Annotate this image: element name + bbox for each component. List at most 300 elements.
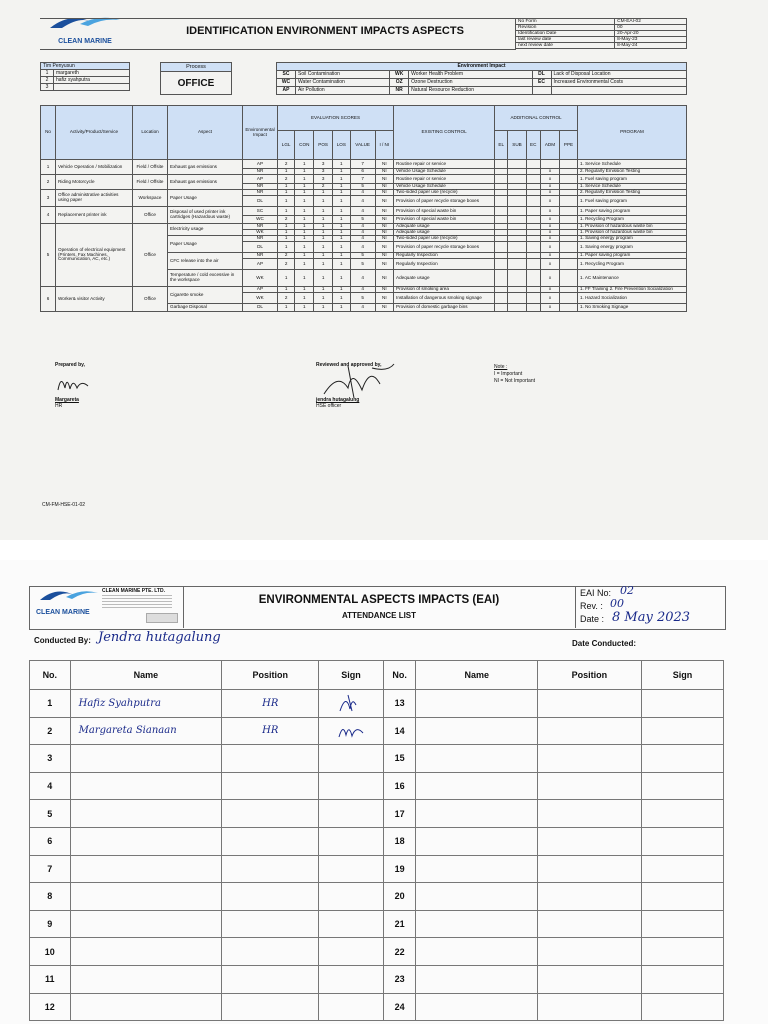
row-lgl: 2 bbox=[278, 293, 295, 304]
row-program: 1. Provision of hazardous waste bin bbox=[578, 224, 687, 230]
conducted-by-label: Conducted By: bbox=[34, 636, 91, 645]
team-no: 3 bbox=[41, 84, 54, 91]
row-pos: 1 bbox=[314, 216, 333, 224]
header-box bbox=[40, 18, 516, 50]
prepared-by-label: Prepared by, bbox=[55, 362, 85, 368]
att-name bbox=[416, 745, 537, 773]
env-impact-desc: Water Contamination bbox=[296, 79, 390, 87]
process-table bbox=[160, 62, 232, 95]
row-sub bbox=[508, 196, 526, 207]
col-value: VALUE bbox=[350, 131, 375, 160]
row-existing-control: Provision of paper recycle storage boxes bbox=[394, 196, 495, 207]
row-activity: Office administrative activities using paper bbox=[56, 190, 133, 207]
row-con: 1 bbox=[295, 169, 314, 175]
row-ini: NI bbox=[375, 175, 394, 184]
att-position bbox=[537, 993, 641, 1021]
row-el bbox=[495, 207, 508, 216]
row-lgl: 1 bbox=[278, 242, 295, 253]
row-adm: x bbox=[540, 216, 559, 224]
date-value: 8 May 2023 bbox=[612, 610, 691, 625]
attendance-row bbox=[30, 717, 724, 745]
col-activity: Activity/Product/Service bbox=[56, 106, 133, 160]
att-name bbox=[416, 855, 537, 883]
row-lgl: 2 bbox=[278, 253, 295, 259]
row-con: 1 bbox=[295, 196, 314, 207]
row-location: Office bbox=[133, 287, 168, 312]
att-sign bbox=[641, 745, 723, 773]
att-name bbox=[70, 855, 222, 883]
meta-value: 8-May-23 bbox=[615, 37, 687, 43]
row-pos: 1 bbox=[314, 242, 333, 253]
row-existing-control: Adequate usage bbox=[394, 270, 495, 287]
row-adm: x bbox=[540, 207, 559, 216]
row-program: 1. No Smoking Signage bbox=[578, 304, 687, 312]
att-no: 14 bbox=[383, 717, 416, 745]
att-col-name: Name bbox=[416, 661, 537, 690]
row-adm: x bbox=[540, 196, 559, 207]
att-col-no: No. bbox=[30, 661, 71, 690]
att-name bbox=[70, 965, 222, 993]
row-ec bbox=[526, 160, 540, 169]
company-name: CLEAN MARINE PTE. LTD. bbox=[102, 588, 165, 594]
row-pos: 3 bbox=[314, 160, 333, 169]
row-aspect: Garbage Disposal bbox=[168, 304, 243, 312]
row-existing-control: Adequate usage bbox=[394, 230, 495, 236]
col-program: PROGRAM bbox=[578, 106, 687, 160]
row-adm: x bbox=[540, 169, 559, 175]
att-position bbox=[222, 745, 319, 773]
row-location: Field / Offsite bbox=[133, 160, 168, 175]
row-ini: NI bbox=[375, 242, 394, 253]
row-ini: NI bbox=[375, 293, 394, 304]
row-location: Workspace bbox=[133, 190, 168, 207]
env-impact-code: DL bbox=[532, 71, 551, 79]
row-los: 1 bbox=[332, 230, 350, 236]
att-name bbox=[416, 800, 537, 828]
meta-label: Identification Date bbox=[516, 31, 615, 37]
col-location: Location bbox=[133, 106, 168, 160]
row-impact: NR bbox=[243, 236, 278, 242]
env-impact-row bbox=[277, 71, 687, 79]
att-name bbox=[416, 717, 537, 745]
col-los: LOS bbox=[332, 131, 350, 160]
row-ec bbox=[526, 270, 540, 287]
att-sign bbox=[319, 772, 383, 800]
row-program: 1. Service Schedule bbox=[578, 184, 687, 190]
row-ini: NI bbox=[375, 190, 394, 196]
att-name bbox=[416, 938, 537, 966]
rev-value: 00 bbox=[610, 597, 624, 610]
attendance-row bbox=[30, 993, 724, 1021]
row-existing-control: Provision of paper recycle storage boxes bbox=[394, 242, 495, 253]
row-con: 1 bbox=[295, 253, 314, 259]
row-ppe bbox=[560, 207, 578, 216]
row-adm: x bbox=[540, 224, 559, 230]
row-el bbox=[495, 216, 508, 224]
header-divider bbox=[575, 586, 576, 628]
signature-icon bbox=[336, 691, 366, 713]
row-val: 5 bbox=[350, 259, 375, 270]
row-existing-control: Vehicle Usage Schedule bbox=[394, 169, 495, 175]
row-ppe bbox=[560, 304, 578, 312]
att-no: 10 bbox=[30, 938, 71, 966]
row-adm: x bbox=[540, 287, 559, 293]
row-lgl: 2 bbox=[278, 259, 295, 270]
row-los: 1 bbox=[332, 169, 350, 175]
date-label: Date : bbox=[580, 614, 605, 624]
row-program: 1. Hazard Socialization bbox=[578, 293, 687, 304]
row-no: 6 bbox=[41, 287, 56, 312]
att-sign bbox=[319, 993, 383, 1021]
row-con: 1 bbox=[295, 184, 314, 190]
row-aspect: Paper Usage bbox=[168, 190, 243, 207]
att-no: 12 bbox=[30, 993, 71, 1021]
att-sign bbox=[641, 827, 723, 855]
row-ini: NI bbox=[375, 207, 394, 216]
row-ini: NI bbox=[375, 216, 394, 224]
row-adm: x bbox=[540, 184, 559, 190]
brand-name: CLEAN MARINE bbox=[36, 609, 90, 616]
reviewed-by-label: Reviewed and approved by, bbox=[316, 362, 382, 368]
row-impact: DL bbox=[243, 196, 278, 207]
team-no: 2 bbox=[41, 77, 54, 84]
row-con: 1 bbox=[295, 207, 314, 216]
row-pos: 1 bbox=[314, 287, 333, 293]
date-conducted-label: Date Conducted: bbox=[572, 639, 636, 648]
col-no: No bbox=[41, 106, 56, 160]
row-program: 1. Saving energy program bbox=[578, 242, 687, 253]
row-sub bbox=[508, 207, 526, 216]
reviewed-signature-icon bbox=[318, 362, 398, 400]
row-val: 6 bbox=[350, 169, 375, 175]
row-el bbox=[495, 175, 508, 184]
eai-no-value: 02 bbox=[620, 584, 634, 597]
note-line: NI = Not Important bbox=[494, 378, 535, 384]
row-con: 1 bbox=[295, 224, 314, 230]
env-impact-code: OZ bbox=[390, 79, 409, 87]
att-name bbox=[416, 883, 537, 911]
row-ec bbox=[526, 293, 540, 304]
att-name bbox=[70, 993, 222, 1021]
col-adm: ADM bbox=[540, 131, 559, 160]
brand-name: CLEAN MARINE bbox=[58, 38, 112, 45]
env-impact-code: WC bbox=[277, 79, 296, 87]
att-position bbox=[537, 717, 641, 745]
row-impact: WC bbox=[243, 216, 278, 224]
eai-no-label: EAI No: bbox=[580, 588, 612, 598]
row-val: 7 bbox=[350, 160, 375, 169]
row-pos: 1 bbox=[314, 224, 333, 230]
row-program: 1. Provision of hazardous waste bin bbox=[578, 230, 687, 236]
row-ini: NI bbox=[375, 304, 394, 312]
att-no: 1 bbox=[30, 690, 71, 718]
row-ini: NI bbox=[375, 259, 394, 270]
col-lgl: LGL bbox=[278, 131, 295, 160]
row-val: 5 bbox=[350, 184, 375, 190]
col-existing-control: EXISTING CONTROL bbox=[394, 106, 495, 160]
col-sub: SUB bbox=[508, 131, 526, 160]
certification-badges-icon bbox=[146, 613, 178, 623]
form-meta-table bbox=[515, 18, 687, 49]
row-adm: x bbox=[540, 293, 559, 304]
att-position: HR bbox=[222, 690, 319, 718]
attendance-row bbox=[30, 883, 724, 911]
row-val: 4 bbox=[350, 304, 375, 312]
row-ec bbox=[526, 196, 540, 207]
row-no: 4 bbox=[41, 207, 56, 224]
att-sign bbox=[641, 772, 723, 800]
att-no: 7 bbox=[30, 855, 71, 883]
row-los: 1 bbox=[332, 207, 350, 216]
row-lgl: 1 bbox=[278, 207, 295, 216]
attendance-row bbox=[30, 800, 724, 828]
row-el bbox=[495, 160, 508, 169]
att-sign bbox=[319, 745, 383, 773]
row-el bbox=[495, 270, 508, 287]
att-no: 3 bbox=[30, 745, 71, 773]
env-impact-code: NR bbox=[390, 87, 409, 95]
att-sign bbox=[319, 827, 383, 855]
row-sub bbox=[508, 293, 526, 304]
row-lgl: 2 bbox=[278, 216, 295, 224]
att-name bbox=[70, 772, 222, 800]
row-activity: Worker& visitor Activity bbox=[56, 287, 133, 312]
row-con: 1 bbox=[295, 270, 314, 287]
row-existing-control: Routine repair or service bbox=[394, 175, 495, 184]
att-sign bbox=[319, 883, 383, 911]
att-sign bbox=[641, 910, 723, 938]
row-pos: 1 bbox=[314, 259, 333, 270]
note-line: I = Important bbox=[494, 371, 523, 377]
att-no: 13 bbox=[383, 690, 416, 718]
row-sub bbox=[508, 175, 526, 184]
att-col-sign: Sign bbox=[641, 661, 723, 690]
row-sub bbox=[508, 160, 526, 169]
row-con: 1 bbox=[295, 190, 314, 196]
att-no: 15 bbox=[383, 745, 416, 773]
att-name bbox=[70, 745, 222, 773]
row-los: 1 bbox=[332, 190, 350, 196]
row-el bbox=[495, 304, 508, 312]
reviewed-role: HSE officer bbox=[316, 403, 342, 409]
row-los: 1 bbox=[332, 160, 350, 169]
row-ppe bbox=[560, 216, 578, 224]
att-no: 9 bbox=[30, 910, 71, 938]
att-name bbox=[70, 827, 222, 855]
row-ini: NI bbox=[375, 169, 394, 175]
row-ini: NI bbox=[375, 270, 394, 287]
table-row bbox=[41, 190, 687, 196]
row-pos: 3 bbox=[314, 175, 333, 184]
row-aspect: Exhaust gas emissions bbox=[168, 175, 243, 190]
row-el bbox=[495, 196, 508, 207]
att-name bbox=[416, 827, 537, 855]
att-position: HR bbox=[222, 717, 319, 745]
att-sign bbox=[641, 965, 723, 993]
row-lgl: 1 bbox=[278, 270, 295, 287]
row-sub bbox=[508, 270, 526, 287]
row-impact: WK bbox=[243, 230, 278, 236]
att-no: 20 bbox=[383, 883, 416, 911]
att-position bbox=[537, 938, 641, 966]
att-position bbox=[537, 883, 641, 911]
att-position bbox=[537, 772, 641, 800]
row-existing-control: Two-sided paper use (recycle) bbox=[394, 236, 495, 242]
att-name bbox=[70, 910, 222, 938]
row-program: 1. Fuel saving program bbox=[578, 175, 687, 184]
att-position bbox=[222, 827, 319, 855]
att-no: 17 bbox=[383, 800, 416, 828]
row-adm: x bbox=[540, 270, 559, 287]
env-impact-desc: Air Pollution bbox=[296, 87, 390, 95]
row-pos: 1 bbox=[314, 207, 333, 216]
row-no: 3 bbox=[41, 190, 56, 207]
row-sub bbox=[508, 259, 526, 270]
row-ini: NI bbox=[375, 196, 394, 207]
row-aspect: Temperature / cold excessive in the workspace bbox=[168, 270, 243, 287]
row-pos: 1 bbox=[314, 230, 333, 236]
row-los: 1 bbox=[332, 287, 350, 293]
att-sign bbox=[641, 717, 723, 745]
team-table bbox=[40, 62, 130, 91]
row-val: 7 bbox=[350, 175, 375, 184]
row-val: 4 bbox=[350, 270, 375, 287]
meta-value: 8-May-24 bbox=[615, 43, 687, 49]
att-sign bbox=[319, 690, 383, 718]
row-adm: x bbox=[540, 236, 559, 242]
row-no: 5 bbox=[41, 224, 56, 287]
row-ini: NI bbox=[375, 160, 394, 169]
att-col-position: Position bbox=[537, 661, 641, 690]
row-adm: x bbox=[540, 230, 559, 236]
row-program: 1. Paper saving program bbox=[578, 253, 687, 259]
col-ppe: PPE bbox=[560, 131, 578, 160]
row-program: 2. Regularly Emission Testing bbox=[578, 169, 687, 175]
row-impact: SC bbox=[243, 207, 278, 216]
row-con: 1 bbox=[295, 236, 314, 242]
att-no: 16 bbox=[383, 772, 416, 800]
row-los: 1 bbox=[332, 184, 350, 190]
form-title: IDENTIFICATION ENVIRONMENT IMPACTS ASPECTS bbox=[186, 25, 464, 37]
row-adm: x bbox=[540, 242, 559, 253]
env-impact-desc: Ozone Destruction bbox=[409, 79, 532, 87]
att-name bbox=[416, 910, 537, 938]
row-los: 1 bbox=[332, 304, 350, 312]
att-position bbox=[222, 800, 319, 828]
env-impact-code: WK bbox=[390, 71, 409, 79]
row-ini: NI bbox=[375, 230, 394, 236]
row-pos: 1 bbox=[314, 270, 333, 287]
note-label: Note : bbox=[494, 364, 508, 370]
att-col-no: No. bbox=[383, 661, 416, 690]
col-env-impact: Environmental Impact bbox=[243, 106, 278, 160]
att-position bbox=[222, 883, 319, 911]
row-ini: NI bbox=[375, 224, 394, 230]
row-activity: Operation of electrical equipment (Printers, Fax Machines, Communication, AC, etc.) bbox=[56, 224, 133, 287]
row-pos: 1 bbox=[314, 196, 333, 207]
col-el: EL bbox=[495, 131, 508, 160]
row-ini: NI bbox=[375, 287, 394, 293]
env-impact-desc: Soil Contamination bbox=[296, 71, 390, 79]
row-el bbox=[495, 293, 508, 304]
row-existing-control: Routine repair or service bbox=[394, 160, 495, 169]
att-position bbox=[537, 910, 641, 938]
att-name: Hafiz Syahputra bbox=[70, 690, 222, 718]
att-name bbox=[70, 938, 222, 966]
row-impact: WK bbox=[243, 293, 278, 304]
row-existing-control: Adequate usage bbox=[394, 224, 495, 230]
env-impact-desc: Worker Health Problem bbox=[409, 71, 532, 79]
row-val: 4 bbox=[350, 224, 375, 230]
row-program: 1. FF Training 2. Fire Prevention Socialization bbox=[578, 287, 687, 293]
att-sign bbox=[319, 938, 383, 966]
prepared-role: HR bbox=[55, 403, 63, 409]
meta-value: 20-Apr-20 bbox=[615, 31, 687, 37]
meta-value: CM-EAI-02 bbox=[615, 19, 687, 25]
row-impact: NR bbox=[243, 169, 278, 175]
row-impact: AP bbox=[243, 259, 278, 270]
row-existing-control: Provision of special waste bin bbox=[394, 207, 495, 216]
att-col-sign: Sign bbox=[319, 661, 383, 690]
env-impact-desc: Increased Environmental Costs bbox=[551, 79, 687, 87]
row-ini: NI bbox=[375, 236, 394, 242]
row-activity: Riding Motorcycle bbox=[56, 175, 133, 190]
row-ec bbox=[526, 259, 540, 270]
row-ppe bbox=[560, 175, 578, 184]
env-impact-row bbox=[277, 87, 687, 95]
att-no: 22 bbox=[383, 938, 416, 966]
company-address-block bbox=[102, 595, 172, 609]
row-impact: AP bbox=[243, 160, 278, 169]
att-col-position: Position bbox=[222, 661, 319, 690]
env-impact-desc: Natural Resource Reduction bbox=[409, 87, 532, 95]
row-impact: DL bbox=[243, 242, 278, 253]
col-additional-control: ADDITIONAL CONTROL bbox=[495, 106, 578, 131]
att-name bbox=[416, 993, 537, 1021]
row-los: 1 bbox=[332, 236, 350, 242]
row-ppe bbox=[560, 242, 578, 253]
process-header: Process bbox=[161, 63, 232, 72]
att-position bbox=[537, 965, 641, 993]
row-existing-control: Regularly Inspection bbox=[394, 253, 495, 259]
meta-row bbox=[516, 43, 687, 49]
att-position bbox=[537, 745, 641, 773]
row-los: 1 bbox=[332, 196, 350, 207]
row-adm: x bbox=[540, 190, 559, 196]
row-program: 1. AC Maintenance bbox=[578, 270, 687, 287]
row-lgl: 1 bbox=[278, 230, 295, 236]
att-sign bbox=[641, 993, 723, 1021]
table-row bbox=[41, 287, 687, 293]
row-los: 1 bbox=[332, 242, 350, 253]
row-ppe bbox=[560, 293, 578, 304]
row-ec bbox=[526, 304, 540, 312]
row-no: 1 bbox=[41, 160, 56, 175]
att-sign bbox=[319, 855, 383, 883]
row-existing-control: Provision of smoking area bbox=[394, 287, 495, 293]
table-row bbox=[41, 207, 687, 216]
eai-attendance-list bbox=[0, 560, 768, 1024]
row-lgl: 1 bbox=[278, 224, 295, 230]
row-ec bbox=[526, 207, 540, 216]
env-impact-code bbox=[532, 87, 551, 95]
att-position bbox=[222, 772, 319, 800]
row-los: 1 bbox=[332, 259, 350, 270]
env-impact-code: EC bbox=[532, 79, 551, 87]
row-impact: AP bbox=[243, 175, 278, 184]
row-program: 1. Service Schedule bbox=[578, 160, 687, 169]
att-name bbox=[416, 965, 537, 993]
